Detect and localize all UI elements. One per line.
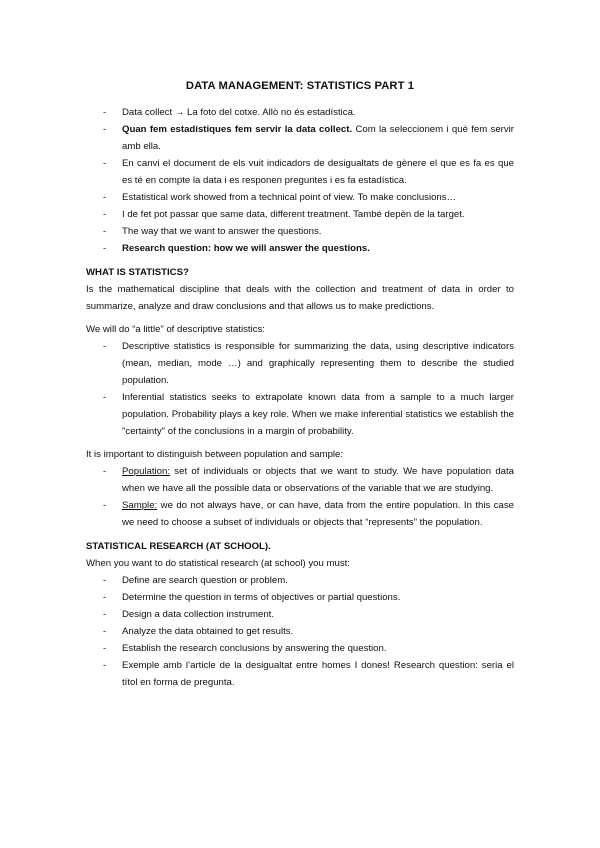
document-body [86,104,514,691]
research-steps-list [86,572,514,691]
list-item: - Quan fem estadístiques fem servir la data collect. Com la seleccionem i què fem servir amb ella. [103,124,514,152]
list-item-text: Com la seleccionem i què fem servir amb ella. [122,124,514,152]
definitions-list [86,463,514,531]
page-title: DATA MANAGEMENT: STATISTICS PART 1 [185,80,415,92]
list-item: - Data collect → La foto del cotxe. Allò no és estadística. [103,107,356,118]
section-heading-statistical-research: STATISTICAL RESEARCH (AT SCHOOL). [86,541,271,552]
list-item-text: I de fet pot passar que same data, different treatment. També depèn de la target. [122,209,465,220]
list-item-text: En canvi el document de els vuit indicadors de desigualtats de gènere el que es fa es que es té en compte la data i es responen preguntes i es fa estadística. [122,158,514,186]
paragraph-definition: Is the mathematical discipline that deals with the collection and treatment of data in order to summarize, analyze and draw conclusions and that allows us to make predictions. [86,284,514,312]
list-item-bold: Research question: how we will answer the questions. [122,243,370,254]
list-item-text: Inferential statistics seeks to extrapolate known data from a sample to a much larger population. Probability plays a key role. When we make inferential statistics we establish the "certainty" of the conclusions in a margin of probability. [122,392,514,437]
definition-text: we do not always have, or can have, data from the entire population. In this case we need to choose a subset of individuals or objects that “represents” the population. [122,500,514,528]
list-item-text: Determine the question in terms of objectives or partial questions. [122,592,401,603]
list-item-text: Data collect → La foto del cotxe. Allò no és estadística. [122,107,356,118]
list-item: - Design a data collection instrument. [103,609,274,620]
list-item: - Inferential statistics seeks to extrapolate known data from a sample to a much larger population. Probability plays a key role. When we make inferential statistics we establish the "certainty" of the conclusions in a margin of probability. [103,392,514,437]
list-item: - Determine the question in terms of objectives or partial questions. [103,592,401,603]
paragraph-research-intro: When you want to do statistical research (at school) you must: [86,558,350,569]
section-heading-what-is-statistics: WHAT IS STATISTICS? [86,267,189,278]
intro-list [86,104,514,257]
list-item-bold: Quan fem estadístiques fem servir la data collect. [122,124,353,135]
list-item: - Analyze the data obtained to get results. [103,626,294,637]
list-item-text: Descriptive statistics is responsible for summarizing the data, using descriptive indicators (mean, median, mode …) and graphically representing them to describe the studied population. [122,341,514,386]
statistics-types-list [86,338,514,440]
list-item: - The way that we want to answer the questions. [103,226,322,237]
list-item: - Estatistical work showed from a technical point of view. To make conclusions… [103,192,457,203]
list-item: - En canvi el document de els vuit indicadors de desigualtats de gènere el que es fa es que es té en compte la data i es responen preguntes i es fa estadística. [103,158,514,186]
list-item: - Establish the research conclusions by answering the question. [103,643,387,654]
definition-term: Population: [122,466,171,477]
list-item-text: Design a data collection instrument. [122,609,274,620]
list-item-text: Estatistical work showed from a technical point of view. To make conclusions… [122,192,457,203]
list-item: - Sample: we do not always have, or can have, data from the entire population. In this case we need to choose a subset of individuals or objects that “represents” the population. [103,500,514,528]
list-item: - I de fet pot passar que same data, different treatment. També depèn de la target. [103,209,465,220]
list-item-text: The way that we want to answer the questions. [122,226,322,237]
list-item: - Descriptive statistics is responsible for summarizing the data, using descriptive indicators (mean, median, mode …) and graphically representing them to describe the studied population. [103,341,514,386]
list-item: - Research question: how we will answer the questions. [103,243,370,254]
list-item-text: Establish the research conclusions by answering the question. [122,643,387,654]
list-item: - Exemple amb l’article de la desigualtat entre homes I dones! Research question: seria el títol en forma de pregunta. [103,660,514,688]
list-item-text: Define are search question or problem. [122,575,288,586]
list-item-text: Exemple amb l’article de la desigualtat entre homes I dones! Research question: seria el títol en forma de pregunta. [122,660,514,688]
definition-term: Sample: [122,500,158,511]
list-item: - Population: set of individuals or objects that we want to study. We have population data when we have all the possible data or observations of the variable that we are studying. [103,466,514,494]
list-item: - Define are search question or problem. [103,575,288,586]
list-item-text: Analyze the data obtained to get results. [122,626,294,637]
paragraph-distinguish: It is important to distinguish between population and sample: [86,449,344,460]
definition-text: set of individuals or objects that we want to study. We have population data when we have all the possible data or observations of the variable that we are studying. [122,466,514,494]
paragraph-descriptive-intro: We will do “a little” of descriptive statistics: [86,324,265,335]
